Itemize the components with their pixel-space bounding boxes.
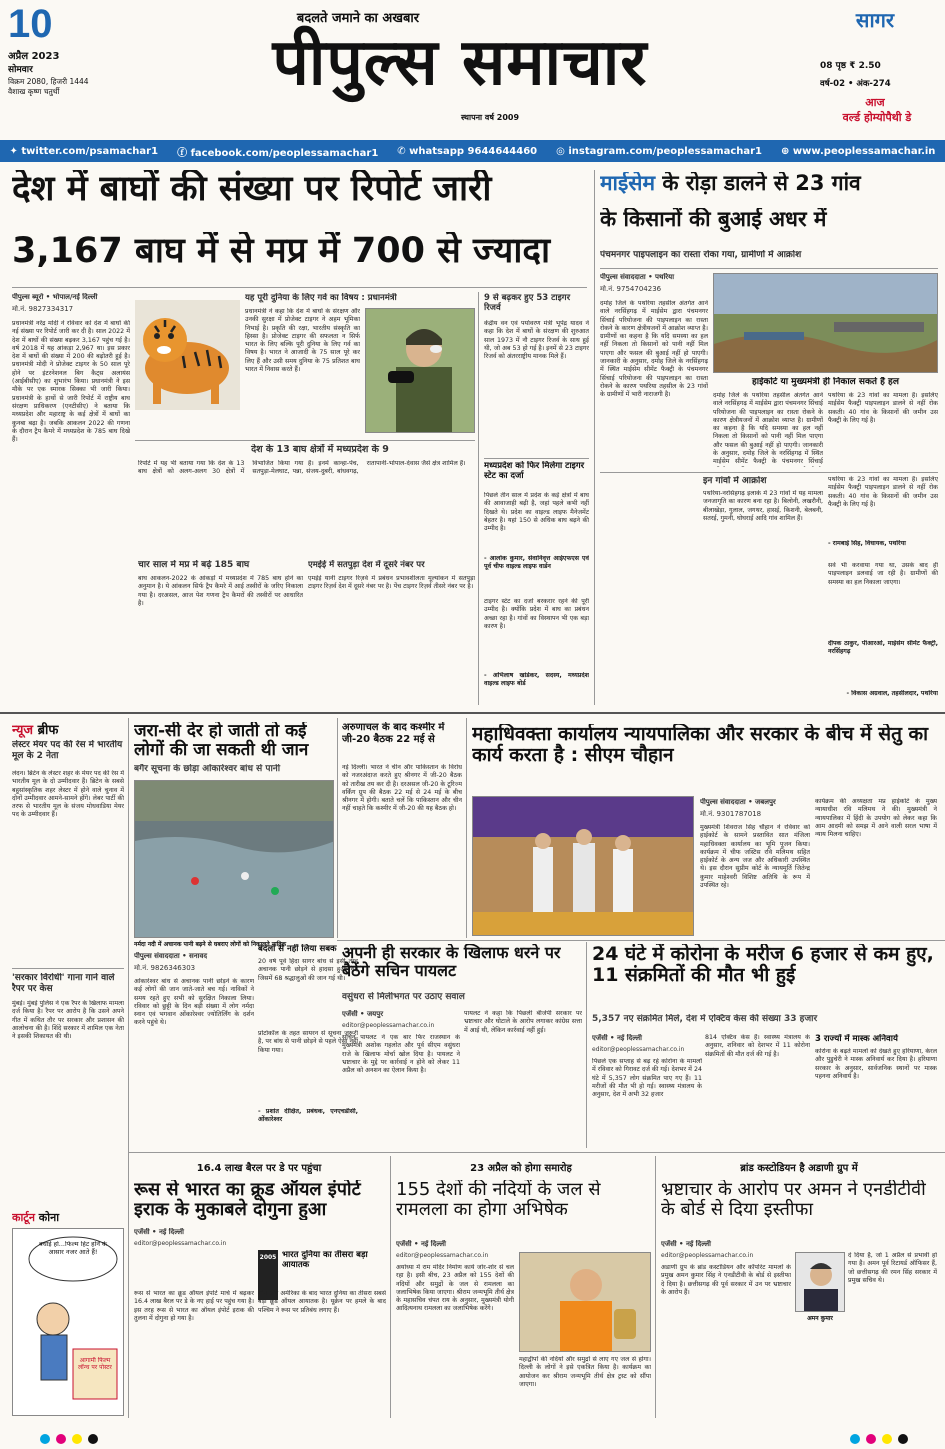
social-bar [0,140,945,162]
section-divider-3 [128,1152,945,1153]
adani-email: editor@peoplessamachar.co.in [661,1252,754,1259]
cm-headline: महाधिवक्ता कार्यालय न्यायपालिका और सरकार के बीच में सेतु का कार्य करता है : सीएम चौहान [472,724,929,767]
villages-rule [600,472,938,473]
lead-col-rule [478,292,479,705]
adani-headline: भ्रष्टाचार के आरोप पर अमन ने एनडीटीवी के बोर्ड से दिया इस्तीफा [661,1180,926,1221]
ramlala-col-rule [390,1156,391,1418]
quote2-text: टाइगर स्टेट का दर्जा बरकरार रहने की पूरी उम्मीद है। क्योंकि प्रदेश में बाघ का प्रबंधन अच्छा रहा है। गांवों का विस्थापन भी एक बड़ा कारण है। [484,598,589,630]
mp-second-text: एमईई यानी टाइगर रिज़र्व में प्रबंधन प्रभावशीलता मूल्यांकन में सतपुड़ा टाइगर रिज़र्व देश में दूसरे नंबर पर है। पेंच टाइगर रिज़र्व तीसरे नंबर पर है। [308,575,475,591]
ramlala-byline: एजेंसी • नई दिल्ली [396,1240,446,1248]
myseem-headline-1 [600,172,940,196]
crude-box-title: भारत दुनिया का तीसरा बड़ा आयातक [282,1250,368,1271]
aman-portrait [796,1253,845,1312]
ramlala-photo [519,1252,651,1352]
myseem-photo-text: दमोह जिले के पथरिया तहसील अंतर्गत आने वाले नरसिंहगढ़ में माईसेम द्वारा पंचमनगर सिंचाई परियोजना की पाइपलाइन का रास्ता रोकने के कारण क्षेत्रीयजनों में आक्रोश व्याप्त है। ग्रामीणों का कहना है कि यदि समस्या का हल नहीं निकला तो किसानों को पानी नहीं मिल पाएगा और फसल की बुआई नहीं हो पाएगी। जानकारी के अनुसार, दमोह जिले के नरसिंहगढ़ में स्थित माईसेम सीमेंट फैक्ट्री के पंचमनगर सिंचाई [713,392,823,466]
myseem-right-text: पथरिया के 23 गांवों का मामला है। इसलिए माईसेम फैक्ट्री पाइपलाइन डालने से नहीं रोक सकती। 40 गांव के किसानों की जमीन उस फैक्ट्री के लिए गई है। [828,476,938,508]
g20-col-rule [337,718,338,938]
zone-title: देश के 13 बाघ क्षेत्रों में मध्यप्रदेश के 9 [251,444,389,455]
omkareshwar-photo [134,780,334,938]
cartoon-label-red: कार्टून [12,1211,35,1224]
corona-text-2: 814 एक्टिव केस हैं। स्वास्थ्य मंत्रालय के अनुसार, शनिवार को देशभर में 11 कोरोना संक्रमितों की मौत दर्ज की गई है। [705,1034,810,1058]
crude-badge: 2005 [259,1254,277,1261]
nine-title: 9 से बढ़कर हुए 53 टाइगर रिजर्व [484,293,571,314]
globe-icon: ⊕ [781,145,793,157]
ramlala-email: editor@peoplessamachar.co.in [396,1252,489,1259]
twitter-link[interactable] [10,146,159,157]
river-illustration [135,781,334,938]
adani-photo [795,1252,845,1312]
pilot-text-2: पायलट ने कहा कि पिछली बीजेपी सरकार पर भ्रष्टाचार और घोटाले के आरोप लगाकर कांग्रेस सत्ता में आई थी, लेकिन कार्रवाई नहीं हुई। [464,1010,582,1034]
edition: सागर [855,8,895,32]
adani-col-rule [655,1156,656,1418]
omkareshwar-mobile: मो.नं. 9826346303 [134,964,196,972]
reg-black [88,1434,98,1444]
brief1-text: लंदन। ब्रिटेन के लेस्टर शहर के मेयर पद की रेस में भारतीय मूल के दो उम्मीदवार हैं। ब्रिटेन के सबसे बहुसांस्कृतिक शहर लेस्टर में होने वाले चुनाव में दोनों उम्मीदवार आमने-सामने होंगे। लेबर पार्टी की तरफ से भारतीय मूल के संजय मोधवाडिया मेयर पद के उम्मीदवार हैं। [12,770,124,819]
pm-photo [365,308,475,433]
g20-kicker: अरुणाचल के बाद कश्मीर में जी-20 बैठक 22 मई से [342,722,445,745]
instagram-handle: instagram.com/peoplessamachar1 [568,145,763,157]
myseem-sub: पंचमनगर पाइपलाइन का रास्ता रोका गया, ग्रामीणों में आक्रोश [600,250,802,260]
today-label: आज [865,96,885,109]
quote-title: यह पूरी दुनिया के लिए गर्व का विषय : प्रधानमंत्री [245,293,397,303]
news-brief-label-black: ब्रीफ [37,723,59,738]
crude-text: रूस से भारत का क्रूड ऑयल इंपोर्ट मार्च में बढ़कर 16.4 लाख बैरल पर डे के नए हाई पर पहुंच गया है। इस तरह रूस से भारत का ऑयल इंपोर्ट इराक की तुलना में दोगुना हो गया है। [134,1290,254,1322]
mp-again-rule [484,458,589,459]
omkareshwar-box-title: बदलाें से नहीं लिया सबक [258,944,337,954]
ceremony-illustration [473,797,694,936]
reg-yellow-2 [882,1434,892,1444]
lead-rule [12,287,587,288]
reg-cyan [40,1434,50,1444]
corona-col-rule [586,942,587,1148]
brief2-title: 'सरकार विरोधी' गाना गाने वाले रैपर पर केस [12,973,115,994]
myseem-rule [600,268,938,269]
crude-byline: एजेंसी • नई दिल्ली [134,1228,184,1236]
crude-text-2: चीन और अमेरिका के बाद भारत दुनिया का तीसरा सबसे बड़ा क्रूड ऑयल आयातक है। यूक्रेन पर हमले के बाद पश्चिम ने रूस पर प्रतिबंध लगाए हैं। [258,1290,386,1314]
lead-headline-1: देश में बाघों की संख्या पर रिपोर्ट जारी [12,170,492,209]
pages-price: 08 पृष्ठ ₹ 2.50 [820,61,881,71]
myseem-right-author: - रामबाई सिंह, विधायक, पथरिया [828,540,906,547]
date-weekday: सोमवार [8,65,33,75]
omkareshwar-box-author: - प्रशांत दीक्षित, प्रबंधक, एनएचडीसी, ओंकारेश्वर [258,1108,358,1124]
myseem-footer-author: - विकास अग्रवाल, तहसीलदार, पथरिया [846,690,938,697]
g20-text: नई दिल्ली। भारत ने चीन और पाकिस्तान के विरोध को नजरअंदाज करते हुए श्रीनगर में जी-20 बैठक को तारीख तय कर दी है। दरअसल जी-20 के टूरिज्म वर्किंग ग्रुप की बैठक 22 मई से 24 मई के बीच श्रीनगर में होगी। बताते चलें कि पाकिस्तान और चीन नहीं चाहते कि कश्मीर में जी-20 की यह बैठक हो। [342,764,462,813]
brief-col-rule [128,718,129,1418]
cartoon-bubble: बधाई हो...फिल्म हिट होने के आसार नजर आते हैं! [39,1241,107,1256]
crude-email: editor@peoplessamachar.co.in [134,1240,227,1247]
villages-title: इन गांवों में आक्रोश [703,476,767,486]
cartoon [12,1228,124,1416]
priest-illustration [520,1253,651,1352]
whatsapp-icon: ✆ [397,145,410,157]
facebook-handle: facebook.com/peoplessamachar1 [190,147,379,159]
cartoon-label-black: कोना [38,1211,60,1224]
myseem-headline-2: के किसानों की बुआई अधर में [600,208,827,231]
myseem-byline: पीपुल्स संवाददाता • पथरिया [600,273,675,281]
omkareshwar-text: ओंकारेश्वर बांध से अचानक पानी छोड़ने के कारण कई लोगों की जान जाते-जाते बच गई। नाविकों ने समय रहते हुए सभी को सुरक्षित निकाला लिया। रविवार को छुट्टी के दिन बड़ी संख्या में लोग नर्मदा स्नान एवं भगवान ओंकारेश्वर ज्योतिर्लिंग के दर्शन करने पहुंचे थे। [134,978,254,1027]
myseem-headline-red: माईसेम [600,172,656,195]
myseem-right-text-2: सर्वे भी करवाया गया था, उसके बाद ही पाइपलाइन डलवाई जा रही है। ग्रामीणों की समस्या का हल निकाला जाएगा। [828,562,938,586]
omkareshwar-byline: पीपुल्स संवाददाता • सनावद [134,952,208,960]
cartoon-label [12,1210,124,1225]
instagram-link[interactable] [556,146,762,157]
masthead [0,0,945,140]
pilot-email: editor@peoplessamachar.co.in [342,1022,435,1029]
brief2-text: मुंबई। मुंबई पुलिस ने एक रैपर के खिलाफ मामला दर्ज किया है। रैपर पर आरोप है कि उसने अपने गीत में कथित तौर पर सरकार और प्रशासन की आलोचना की है। शिंदे सरकार में शामिल एक नेता ने इसकी शिकायत की थी। [12,1000,124,1041]
lead-mobile: मो.नं. 9827334317 [12,305,74,313]
corona-sub: 5,357 नए संक्रमित मिले, देश में एक्टिव केस की संख्या 33 हजार [592,1014,818,1024]
section-divider-1 [0,712,945,714]
cm-mobile: मो.नं. 9301787018 [700,810,762,818]
color-registration-bar [0,1432,945,1446]
lead-byline: पीपुल्स ब्यूरो • भोपाल/नई दिल्ली [12,293,98,301]
ramlala-text-2: महाद्वीपों की नदियों और समुद्रों से लाए गए जल से होगा। दिल्ली के लोगों ने इसे एकत्रित किया है। कार्यक्रम का आयोजन कर श्रीराम जन्मभूमि तीर्थ क्षेत्र ट्रस्ट को सौंपा जाएगा। [519,1356,651,1388]
quote1-author: - आलोक कुमार, सेवानिवृत्त आईएफएस एवं पूर्व चीफ वाइल्ड लाइफ वार्डन [484,555,589,571]
date-month: अप्रैल 2023 [8,51,60,62]
whatsapp-number: whatsapp 9644644460 [409,145,538,157]
ramlala-text: अयोध्या में राम मंदिर निर्माण कार्य जोर-शोर से चल रहा है। इसी बीच, 23 अप्रैल को 155 देशों की नदियों और समुद्रों के जल से रामलला का जलाभिषेक किया जाएगा। श्रीराम जन्मभूमि तीर्थ क्षेत्र के महासचिव चंपत राय के अनुसार, मुख्यमंत्री योगी आदित्यनाथ रामलला का जलाभिषेक करेंगे। [396,1264,514,1313]
quote-text: प्रधानमंत्री ने कहा कि देश में बाघों के संरक्षण और उनकी सुरक्षा में प्रोजेक्ट टाइगर ने अहम भूमिका निभाई है। प्रकृति की रक्षा, भारतीय संस्कृति का हिस्सा है। प्रोजेक्ट टाइगर की सफलता न सिर्फ भारत के लिए बल्कि पूरी दुनिया के लिए गर्व का विषय है। भारत ने आजादी के 75 साल पूरे कर लिए हैं और उसी समय दुनिया के 75 प्रतिशत बाघ भारत में निवास करते हैं। [245,308,360,374]
myseem-photo [713,273,938,373]
adani-byline: एजेंसी • नई दिल्ली [661,1240,711,1248]
myseem-photo-caption: हाईकोर्ट या मुख्यमंत्री ही निकाल सकते हैं हल [752,377,899,387]
myseem-text: दमोह जिले के पथरिया तहसील अंतर्गत आने वाले नरसिंहगढ़ में माईसेम द्वारा पंचमनगर सिंचाई परियोजना की पाइपलाइन का रास्ता रोकने के कारण क्षेत्रीयजनों में आक्रोश व्याप्त है। ग्रामीणों का कहना है कि यदि समस्या का हल नहीं निकला तो किसानों को पानी नहीं मिल पाएगा और फसल की बुआई नहीं हो पाएगी। जानकारी के अनुसार, दमोह जिले के नरसिंहगढ़ में स्थित माईसेम सीमेंट फैक्ट्री के पंचमनगर सिंचाई परियोजना की पाइपलाइन का रास्ता रोकने के कारण पथरिया तहसील के 23 गांवों के ग्रामीणों में भारी नाराजगी है। [600,300,708,399]
villages-text: पथरिया-नरसिंहगढ़ इलाके में 23 गांवों में यह मामला जनजागृति का कारण बना रहा है। बिलोनी, लखरौनी, बीलाखेड़ा, गुलाल, जगथर, हासई, किशनी, बेलबनी, सतरई, गुमनी, घोघराई आदि गांव शामिल हैं। [703,490,823,522]
cartoon-sign: आगामी फिल्म लॉन्च पर पोस्टर [78,1357,112,1372]
tagline: बदलते जमाने का अखबार [296,11,420,26]
logo-title: पीपुल्स समाचार [272,26,648,100]
crude-headline: रूस से भारत का क्रूड ऑयल इंपोर्ट इराक के मुकाबले दोगुना हुआ [134,1180,361,1221]
news-brief-label-red: न्यूज [12,723,34,738]
omkareshwar-sub: बगैर सूचना के छोड़ा ओंकारेश्वर बांध से पानी [134,764,281,774]
cm-text-2: कार्यक्रम की अध्यक्षता मप्र हाईकोर्ट के मुख्य न्यायाधीश रवि मलिमथ ने की। मुख्यमंत्री ने न्यायपालिका में हिंदी के उपयोग को लेकर कहा कि आम आदमी को समझ में आने वाली सरल भाषा में न्याय मिलना चाहिए। [815,798,937,839]
cm-byline: पीपुल्स संवाददाता • जबलपुर [700,798,776,806]
quote2-author: - अभिलाष खांडेकर, सदस्य, मध्यप्रदेश वाइल्ड लाइफ बोर्ड [484,672,589,688]
corona-email: editor@peoplessamachar.co.in [592,1046,685,1053]
mp-again-title: मध्यप्रदेश को फिर मिलेगा टाइगर स्टेट का दर्जा [484,461,585,482]
date-day: 10 [8,4,53,46]
corona-byline: एजेंसी • नई दिल्ली [592,1034,642,1042]
pm-illustration [366,309,475,433]
date-vikram: विक्रम 2080, हिजरी 1444 [8,77,89,86]
adani-text-2: दे दिया है, जो 1 अप्रैल से प्रभावी हो गया है। अमन पूर्व रिटायर्ड ऑफिसर हैं, जो छत्तीसगढ़ की रमन सिंह सरकार में प्रमुख सचिव थे। [848,1252,937,1284]
corona-text: पिछले एक सप्ताह से बढ़ रहे कोरोना के मामलों में रविवार को गिरावट दर्ज की गई। देशभर में 24 घंटे में 5,357 लोग संक्रमित पाए गए हैं। 11 मरीजों की मौत भी हो गई। स्वास्थ्य मंत्रालय के अनुसार, देश में अभी 32 हजार [592,1058,702,1099]
adani-photo-name: अमन कुमार [807,1315,833,1322]
cm-photo [472,796,694,936]
four-years-title: चार साल में मप्र में बढ़े 185 बाघ [138,560,250,570]
tiger-photo [135,300,240,410]
crude-kicker: 16.4 लाख बैरल पर डे पर पहुंचा [196,1163,322,1174]
zone-text: रिपोर्ट में यह भी बताया गया कि देश के 13 बाघ क्षेत्रों को अलग-अलग 30 क्षेत्रों में विभाजित किया गया है। इनमें कान्हा-पेंच, सतपुड़ा-मेलघाट, पन्ना, संजय-दुबरी, बांधवगढ़, रातापानी-भोपाल-देवास जैसे क्षेत्र शामिल हैं। [138,460,466,476]
website-link[interactable] [781,146,935,157]
reg-cyan-2 [850,1434,860,1444]
myseem-mobile: मो.नं. 9754704236 [600,285,662,293]
myseem-headline-rest: के रोड़ा डालने से 23 गांव [662,172,861,195]
adani-kicker: ब्रांड कस्टोडियन है अडाणी ग्रुप में [740,1163,858,1174]
website-url: www.peoplessamachar.in [792,145,936,157]
omkareshwar-box-text-2: प्रोटोकॉल के तहत सायरन से सूचना जरूरी है, पर बांध से पानी छोड़ने से पहले ऐसा नहीं किया गया। [258,1030,358,1054]
pilot-headline: अपनी ही सरकार के खिलाफ धरने पर बैठेंगे सचिन पायलट [342,944,561,980]
brief-rule [12,968,124,969]
nine-text: केंद्रीय वन एवं पर्यावरण मंत्री भूपेंद्र यादव ने कहा कि देश में बाघों के संरक्षण की शुरुआत साल 1973 में नौ टाइगर रिजर्व के साथ हुई थी, जो अब 53 हो गई है। इनमें से 23 टाइगर रिजर्व को अंतरराष्ट्रीय मानक मिले हैं। [484,320,589,361]
date-tithi: वैशाख कृष्ण चतुर्थी [8,87,60,96]
today-event: वर्ल्ड होम्योपैथी डे [842,111,912,124]
adani-text: अडाणी ग्रुप के ब्रांड कस्टोडियन और कॉर्पोरेट मामलों के प्रमुख अमन कुमार सिंह ने एनडीटीवी के बोर्ड से इस्तीफा दे दिया है। छत्तीसगढ़ की पूर्व सरकार में उन पर भ्रष्टाचार के आरोप हैं। [661,1264,791,1296]
twitter-handle: twitter.com/psamachar1 [21,145,159,157]
whatsapp-link[interactable] [397,146,537,157]
cm-col-rule [466,718,467,938]
brief1-title: लेस्टर मेयर पद की रेस में भारतीय मूल के 2 नेता [12,740,123,761]
corona-headline: 24 घंटे में कोरोना के मरीज 6 हजार से कम हुए, 11 संक्रमितों की मौत भी हुई [592,944,934,987]
pilot-text: सचिन पायलट ने एक बार फिर राजस्थान के मुख्यमंत्री अशोक गहलोत और पूर्व सीएम वसुंधरा राजे के खिलाफ मोर्चा खोल दिया है। पायलट ने भ्रष्टाचार के मुद्दे पर कार्रवाई न होने को लेकर 11 अप्रैल को अनशन का ऐलान किया है। [342,1034,460,1075]
four-years-text: बाघ आकलन-2022 के आंकड़ों में मध्यप्रदेश में 785 बाघ होने का अनुमान है। ये आंकलन सिर्फ ट्रैप कैमरे में आई तस्वीरों के जरिए निकाला गया है। दरअसल, आज पेश गणना ट्रैप कैमरों की तस्वीरों पर आधारित है। [138,575,303,607]
cm-text: मुख्यमंत्री शिवराज सिंह चौहान ने रविवार को हाईकोर्ट के सामने प्रस्तावित सात मंजिला महाधिवक्ता कार्यालय का भूमि पूजन किया। कार्यक्रम में चीफ जस्टिस रवि मलिमथ सहित हाईकोर्ट के अन्य जज और अधिकारी उपस्थित थे। इस दौरान सुप्रीम कोर्ट के न्यायमूर्ति जितेन्द्र कुमार माहेश्वरी विशिष्ट अतिथि के रूप में उपस्थित रहे। [700,824,810,890]
date-block [8,4,138,112]
reg-magenta [56,1434,66,1444]
omkareshwar-photo-caption: नर्मदा नदी में अचानक पानी बढ़ने से घबराए लोगों को निकालते नाविक [134,941,287,948]
reg-yellow [72,1434,82,1444]
main-col-rule [594,170,595,705]
twitter-icon: ✦ [9,145,22,157]
reg-black-2 [898,1434,908,1444]
facebook-link[interactable] [177,144,378,159]
pilot-byline: एजेंसी • जयपुर [342,1010,384,1018]
myseem-illustration [714,274,938,373]
omkareshwar-headline: जरा-सी देर हो जाती तो कई लोगों की जा सकती थी जान [134,722,309,761]
news-brief-label [12,720,122,738]
myseem-photo-text-2: पथरिया के 23 गांवों का मामला है। इसलिए माईसेम फैक्ट्री पाइपलाइन डालने से नहीं रोक सकती। 40 गांव के किसानों की जमीन उस फैक्ट्री के लिए गई है। [828,392,938,424]
lead-headline-2: 3,167 बाघ में से मप्र में 700 से ज्यादा [12,232,551,271]
omkareshwar-box-text: 20 वर्ष पूर्व हिंदा सागर बांध से इसी तरह अचानक पानी छोड़ने से हादसा हुआ था, जिसमें 68 श्रद्धालुओं की जान गई थी। [258,958,358,982]
corona-box-text: कोरोना के बढ़ते मामलों को देखते हुए हरियाणा, केरल और पुडुचेरी ने मास्क अनिवार्य कर दिया है। हरियाणा सरकार के अनुसार, सार्वजनिक स्थानों पर मास्क पहनना अनिवार्य है। [815,1048,937,1080]
ramlala-headline: 155 देशों की नदियों के जल से रामलला का होगा अभिषेक [396,1180,601,1221]
pilot-sub: वसुंधरा से मिलीभगत पर उठाए सवाल [342,992,465,1002]
section-divider-2 [337,940,945,941]
year-issue: वर्ष-02 • अंक-274 [820,79,891,89]
cartoon-illustration [13,1229,124,1416]
tiger-illustration [135,300,240,410]
instagram-icon: ◎ [556,145,569,157]
ramlala-kicker: 23 अप्रैल को होगा समारोह [470,1163,572,1174]
reg-magenta-2 [866,1434,876,1444]
mp-again-text: पिछले तीन साल में प्रदेश के कई क्षेत्रों में बाघ की आवाजाही बढ़ी है, जहां पहले कभी नहीं दिखते थे। प्रदेश का वाइल्ड लाइफ मैनेजमेंट बेहतर है। यहां 150 से अधिक बाघ बढ़ने की उम्मीद है। [484,492,589,533]
corona-box-title: 3 राज्यों में मास्क अनिवार्य [815,1034,898,1044]
founded: स्थापना वर्ष 2009 [460,113,520,122]
zone-rule [135,440,475,441]
myseem-right-author-2: दीपक ठाकुर, पीआरओ, माईसेम सीमेंट फैक्ट्री, नरसिंहगढ़ [828,640,938,656]
facebook-icon: ⓕ [177,147,191,159]
mp-second-title: एमईई में सतपुड़ा देश में दूसरे नंबर पर [308,560,425,570]
lead-col1-text: प्रधानमंत्री नरेंद्र मोदी ने रविवार को देश में बाघों की नई संख्या पर रिपोर्ट जारी कर दी है। साल 2022 में देश में बाघों की संख्या बढ़कर 3,167 पहुंच गई है। वर्ष 2018 में यह आंकड़ा 2,967 था। इस प्रकार देश में बाघों की संख्या में 200 की बढ़ोतरी हुई है। प्रधानमंत्री मोदी ने प्रोजेक्ट टाइगर के 50 साल पूरे होने पर इंटरनेशनल बिग कैट्स अलायंस (आईबीसीए) का शुभारंभ किया। प्रधानमंत्री ने इस मौके पर एक स्मारक सिक्का भी जारी किया। प्रधानमंत्री के हाथों से जारी रिपोर्ट में राष्ट्रीय बाघ संरक्षण प्राधिकरण (एनटीसीए) ने बताया कि मध्यप्रदेश और महाराष्ट्र के कई क्षेत्रों में बाघों का कुनबा बढ़ा है। जबकि आकलन 2022 की गणना के दौरान ट्रैप कैमरे में मध्यप्रदेश के 785 बाघ दिखे हैं। [12,320,130,444]
